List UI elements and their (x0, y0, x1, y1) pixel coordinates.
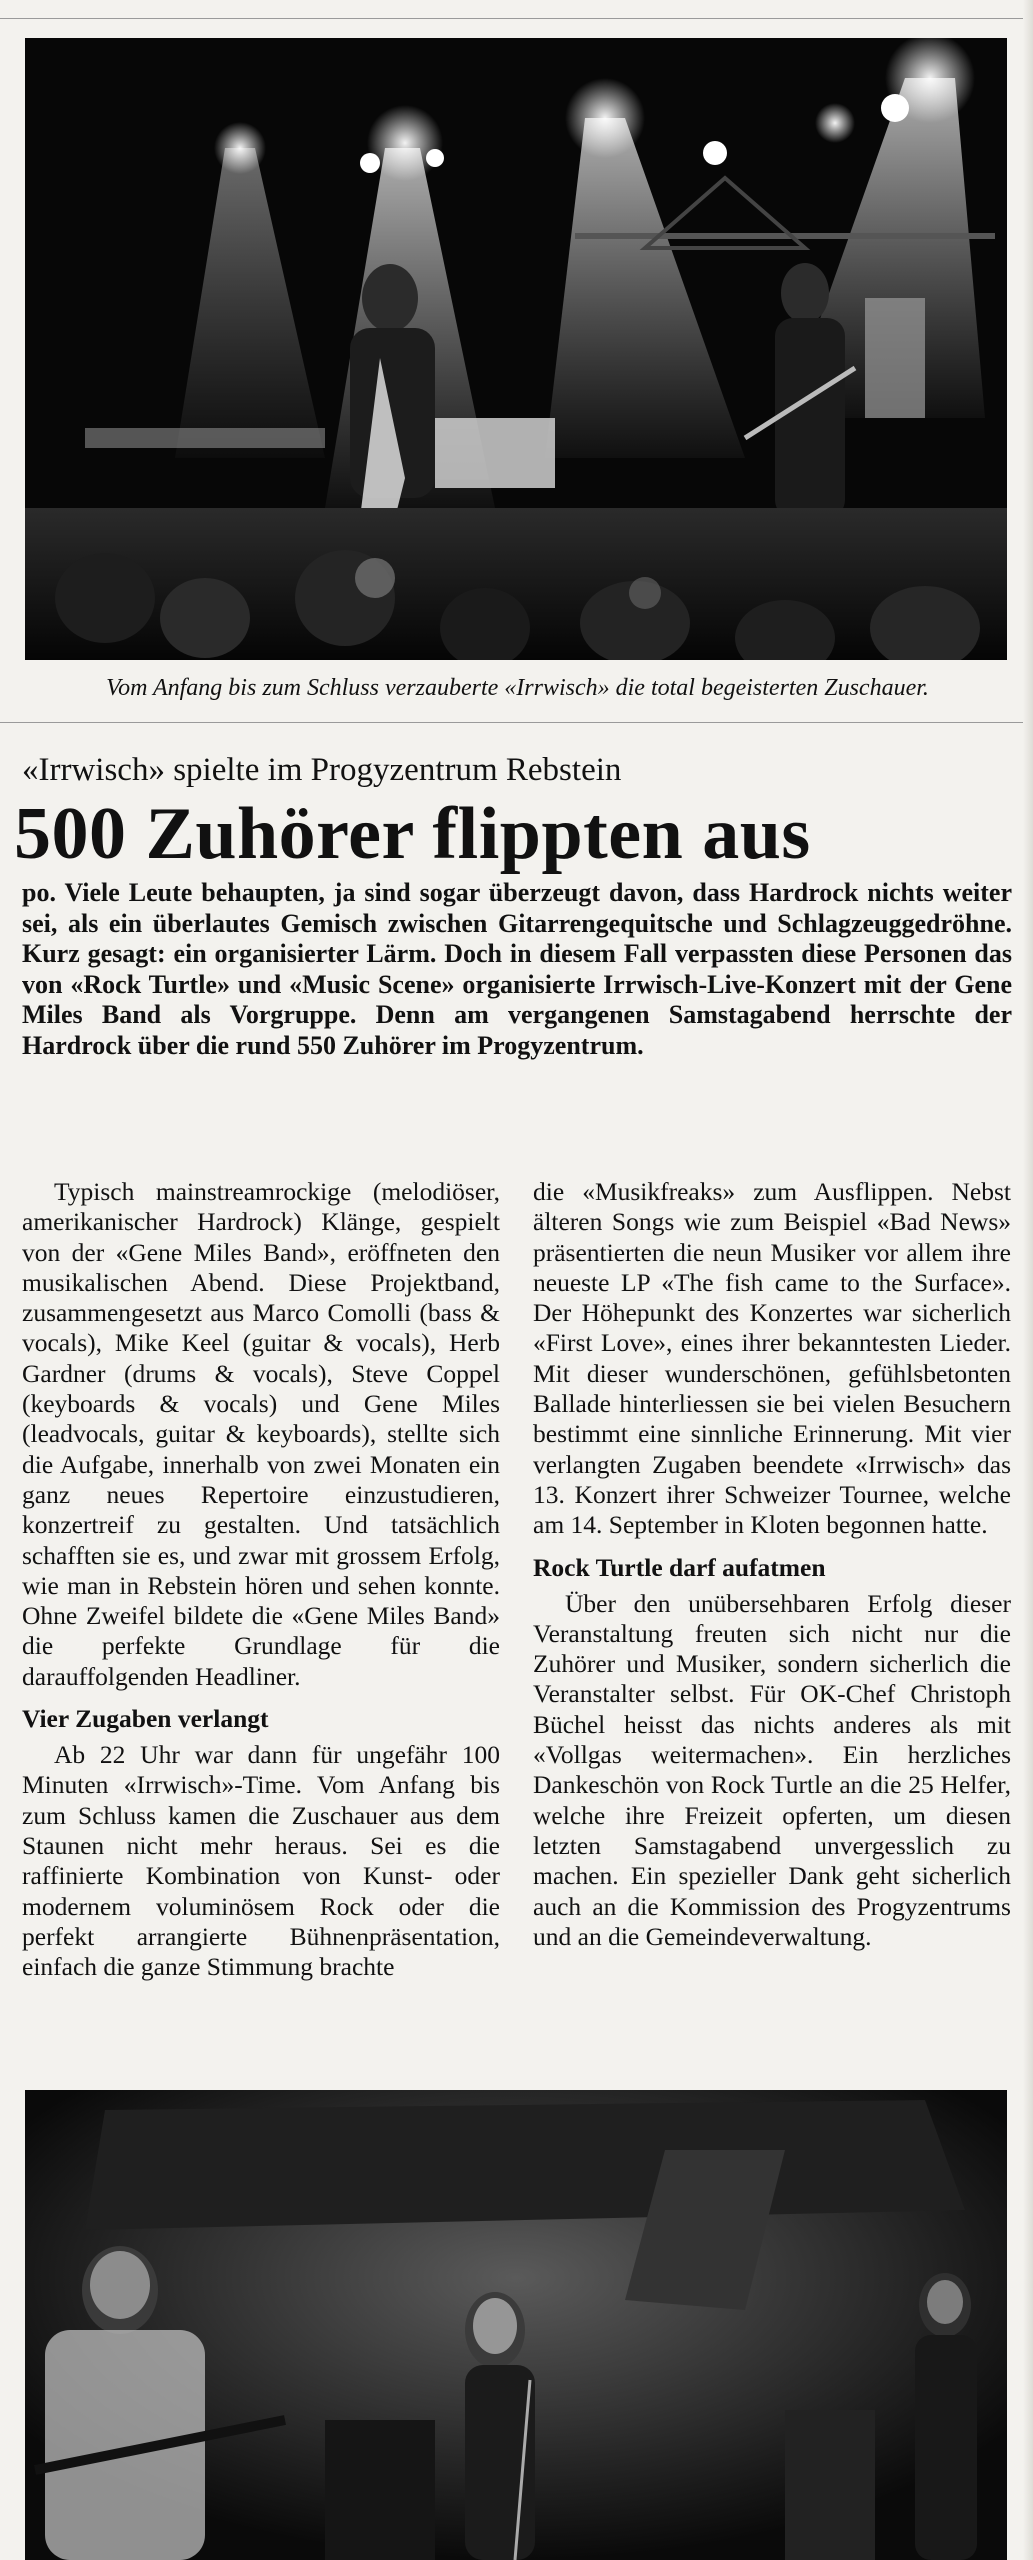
body-paragraph: die «Musikfreaks» zum Ausflippen. Nebst älteren Songs wie zum Beispiel «Bad News» präsentierten die neun Musiker vor allem ihre neueste LP «The fish came to the Surface». Der Höhepunkt des Konzertes war sicherlich «First Love», eines ihrer bekanntesten Lieder. Mit dieser wunderschönen, gefühlsbetonten Ballade hinterliessen sie bei vielen Besuchern bestimmt eine sinnliche Erinnerung. Mit vier verlangten Zugaben beendete «Irrwisch» das 13. Konzert ihrer Schweizer Tournee, welche am 14. September in Kloten begonnen hatte. (533, 1177, 1011, 1540)
band-photo-graphic (25, 2090, 1007, 2560)
article-column-left (22, 1177, 500, 1982)
lead-paragraph: po. Viele Leute behaupten, ja sind sogar überzeugt davon, dass Hardrock nichts weiter sei, als ein überlautes Gemisch zwischen Gitarrengequitsche und Schlagzeuggedröhne. Kurz gesagt: ein organisierter Lärm. Doch in diesem Fall verpassten diese Personen das von «Rock Turtle» und «Music Scene» organisierte Irrwisch-Live-Konzert mit der Gene Miles Band als Vorgruppe. Denn am vergangenen Samstagabend herrschte der Hardrock über die rund 550 Zuhörer im Progyzentrum. (22, 878, 1012, 1060)
stage-photo-graphic (25, 38, 1007, 660)
caption-divider (0, 722, 1033, 723)
concert-photo-top (25, 38, 1007, 660)
subheading: Rock Turtle darf aufatmen (533, 1552, 826, 1582)
page-edge (1023, 0, 1033, 2560)
article-column-right (533, 1177, 1011, 1952)
body-paragraph: Über den unübersehbaren Erfolg dieser Veranstaltung freuten sich nicht nur die Zuhörer und Musiker, sondern sicherlich die Veranstalter selbst. Für OK-Chef Christoph Büchel heisst das nichts anderes als mit «Vollgas weitermachen». Ein herzliches Dankeschön von Rock Turtle an die 25 Helfer, welche ihre Freizeit opferten, um diesen letzten Samstagabend unvergesslich zu machen. Ein spezieller Dank geht sicherlich auch an die Kommission des Progyzentrums und an die Gemeindeverwaltung. (533, 1588, 1011, 1951)
concert-photo-bottom (25, 2090, 1007, 2560)
body-paragraph: Typisch mainstreamrockige (melodiöser, amerikanischer Hardrock) Klänge, gespielt von der «Gene Miles Band», eröffneten den musikalischen Abend. Diese Projektband, zusammengesetzt aus Marco Comolli (bass & vocals), Mike Keel (guitar & vocals), Herb Gardner (drums & vocals), Steve Coppel (keyboards & vocals) und Gene Miles (leadvocals, guitar & keyboards), stellte sich die Aufgabe, innerhalb von zwei Monaten ein ganz neues Repertoire einzustudieren, konzertreif zu gestalten. Und tatsächlich schafften sie es, und zwar mit grossem Erfolg, wie man in Rebstein hören und sehen konnte. Ohne Zweifel bildete die «Gene Miles Band» die perfekte Grundlage für die darauffolgenden Headliner. (22, 1177, 500, 1691)
headline: 500 Zuhörer flippten aus (14, 793, 811, 875)
photo-caption: Vom Anfang bis zum Schluss verzauberte «Irrwisch» die total begeisterten Zuschauer. (106, 675, 929, 701)
kicker-subtitle: «Irrwisch» spielte im Progyzentrum Rebstein (22, 752, 622, 788)
subheading: Vier Zugaben verlangt (22, 1704, 269, 1734)
body-paragraph: Ab 22 Uhr war dann für ungefähr 100 Minuten «Irrwisch»-Time. Vom Anfang bis zum Schluss kamen die Zuschauer aus dem Staunen nicht mehr heraus. Sei es die raffinierte Kombination von Kunst- oder modernem voluminösem Rock oder die perfekt arrangierte Bühnenpräsentation, einfach die ganze Stimmung brachte (22, 1740, 500, 1982)
top-rule (0, 18, 1033, 19)
